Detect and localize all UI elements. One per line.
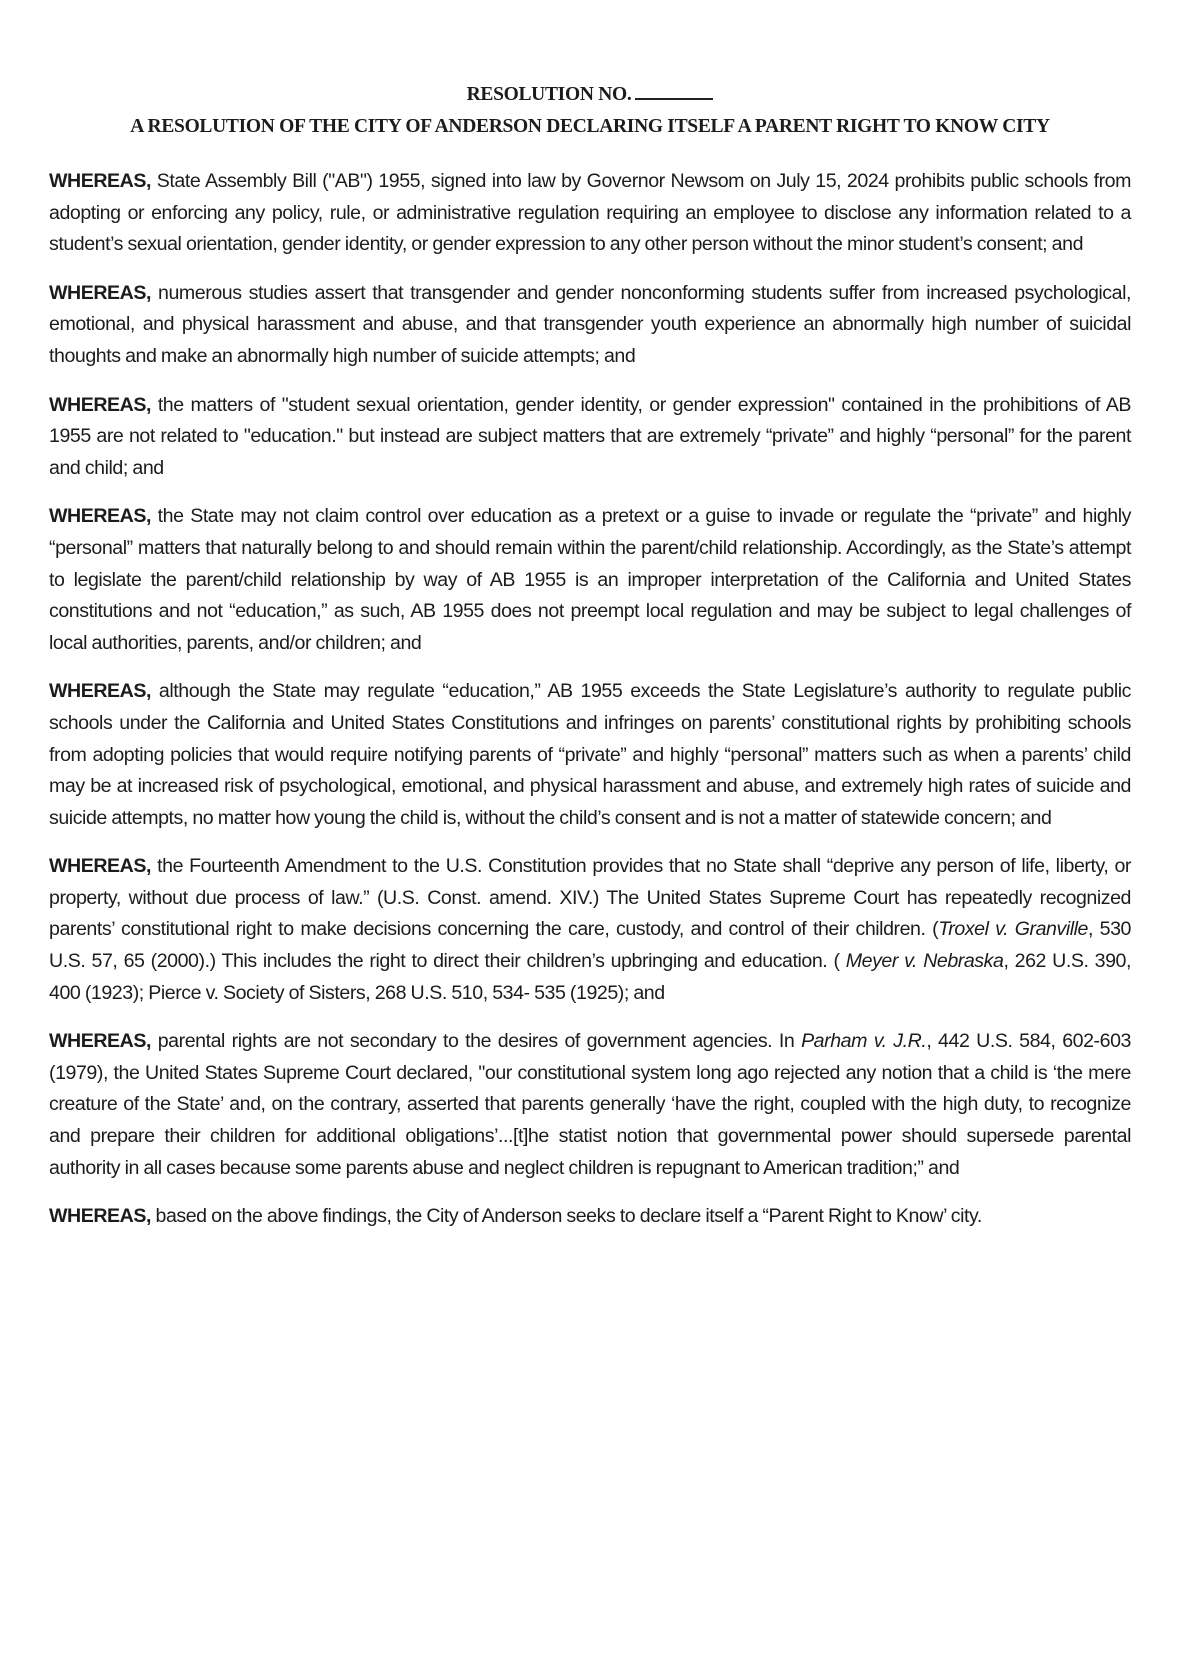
resolution-document <box>49 80 1131 1250</box>
clause-text: based on the above findings, the City of Anderson seeks to declare itself a “Parent Right to Know’ city. <box>151 1205 982 1228</box>
whereas-keyword: WHEREAS, <box>49 680 151 703</box>
resolution-number-heading <box>49 80 1131 110</box>
clause-text: numerous studies assert that transgender and gender nonconforming students suffer from increased psychological, emotional, and physical harassment and abuse, and that transgender youth experience an abnormally high number of suicidal thoughts and make an abnormally high number of suicide attempts; and <box>49 281 1131 367</box>
whereas-keyword: WHEREAS, <box>49 1205 151 1228</box>
whereas-clause <box>49 501 1131 659</box>
clause-text: , 442 U.S. 584, 602-603 (1979), the United States Supreme Court declared, "our constitutional system long ago rejected any notion that a child is ‘the mere creature of the State’ and, on the contrary, asserted that parents generally ‘have the right, coupled with the high duty, to recognize and prepare their children for additional obligations’...[t]he statist notion that governmental power should supersede parental authority in all cases because some parents abuse and neglect children is repugnant to American tradition;” and <box>49 1030 1131 1179</box>
clause-text: , 530 U.S. 57, 65 (2000).) This includes the right to direct their children’s upbringing and education. ( <box>49 918 1131 973</box>
clause-text: the State may not claim control over education as a pretext or a guise to invade or regulate the “private” and highly “personal” matters that naturally belong to and should remain within the parent/child relationship. Accordingly, as the State’s attempt to legislate the parent/child relationship by way of AB 1955 is an improper interpretation of the California and United States constitutions and not “education,” as such, AB 1955 does not preempt local regulation and may be subject to legal challenges of local authorities, parents, and/or children; and <box>49 505 1131 654</box>
whereas-keyword: WHEREAS, <box>49 855 151 878</box>
case-citation: Parham v. J.R. <box>801 1030 927 1053</box>
whereas-keyword: WHEREAS, <box>49 281 151 304</box>
resolution-title: A RESOLUTION OF THE CITY OF ANDERSON DECLARING ITSELF A PARENT RIGHT TO KNOW CITY <box>130 116 1050 137</box>
whereas-clause <box>49 278 1131 373</box>
whereas-keyword: WHEREAS, <box>49 393 151 416</box>
whereas-clause <box>49 851 1131 1009</box>
case-citation: Meyer v. Nebraska <box>845 950 1004 973</box>
resolution-number-blank <box>635 80 713 100</box>
whereas-clause <box>49 1201 1131 1233</box>
whereas-clause <box>49 166 1131 261</box>
whereas-clauses <box>49 166 1131 1233</box>
resolution-number-label: RESOLUTION NO. <box>466 84 632 105</box>
clause-text: although the State may regulate “education,” AB 1955 exceeds the State Legislature’s authority to regulate public schools under the California and United States Constitutions and infringes on parents’ constitutional rights by prohibiting schools from adopting policies that would require notifying parents of “private” and highly “personal” matters such as when a parents’ child may be at increased risk of psychological, emotional, and physical harassment and abuse, and extremely high rates of suicide and suicide attempts, no matter how young the child is, without the child’s consent and is not a matter of statewide concern; and <box>49 680 1131 829</box>
whereas-clause <box>49 676 1131 834</box>
clause-text: parental rights are not secondary to the desires of government agencies. In <box>151 1030 802 1053</box>
clause-text: State Assembly Bill ("AB") 1955, signed into law by Governor Newsom on July 15, 2024 prohibits public schools from adopting or enforcing any policy, rule, or administrative regulation requiring an employee to disclose any information related to a student’s sexual orientation, gender identity, or gender expression to any other person without the minor student’s consent; and <box>49 170 1131 256</box>
whereas-clause <box>49 1026 1131 1184</box>
whereas-keyword: WHEREAS, <box>49 505 151 528</box>
clause-text: the Fourteenth Amendment to the U.S. Constitution provides that no State shall “deprive any person of life, liberty, or property, without due process of law.” (U.S. Const. amend. XIV.) The United States Supreme Court has repeatedly recognized parents’ constitutional right to make decisions concerning the care, custody, and control of their children. ( <box>49 855 1131 941</box>
case-citation: Troxel v. Granville <box>938 918 1088 941</box>
whereas-keyword: WHEREAS, <box>49 1030 151 1053</box>
whereas-keyword: WHEREAS, <box>49 170 151 192</box>
clause-text: , 262 U.S. 390, 400 (1923); Pierce v. Society of Sisters, 268 U.S. 510, 534- 535 (1925); and <box>49 950 1131 1004</box>
clause-text: the matters of "student sexual orientation, gender identity, or gender expression" contained in the prohibitions of AB 1955 are not related to "education." but instead are subject matters that are extremely “private” and highly “personal” for the parent and child; and <box>49 393 1131 479</box>
whereas-clause <box>49 390 1131 485</box>
